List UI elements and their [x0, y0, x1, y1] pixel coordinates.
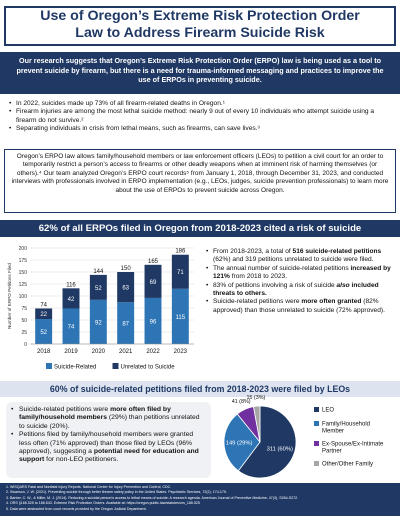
title-line-2: Law to Address Firearm Suicide Risk: [75, 25, 325, 41]
bar-total-label: 74: [40, 302, 48, 309]
bar-value-label: 87: [122, 321, 130, 328]
leo-bullets-box: [6, 402, 211, 478]
facts-list: [8, 100, 394, 133]
bar-value-label: 52: [40, 329, 48, 336]
legend-label: Member: [322, 428, 345, 435]
pie-chart-container: [210, 395, 398, 481]
bar-total-label: 116: [66, 282, 76, 289]
y-tick-label: 200: [18, 246, 27, 252]
section-band-2: 60% of suicide-related petitions filed from 2018-2023 were filed by LEOs: [0, 381, 400, 397]
y-tick-label: 25: [21, 330, 27, 336]
poster-title: [4, 6, 396, 46]
legend-label: Ex-Spouse/Ex-Intimate: [322, 441, 384, 448]
reference-item: 2. Swanson, J. W. (2021). Preventing suicide through better firearm safety policy in the United States. Psychiatric Services, 72(2), 174-179.: [6, 490, 227, 495]
title-line-1: Use of Oregon’s Extreme Risk Protection Order: [40, 8, 360, 24]
legend-swatch: [314, 461, 319, 466]
bar-value-label: 52: [94, 285, 102, 292]
legend-swatch: [46, 363, 52, 369]
pie-slice-label: 149 (29%): [225, 440, 253, 447]
bar-value-label: 69: [149, 279, 157, 286]
legend-label: Suicide-Related: [54, 364, 97, 371]
intro-banner: Our research suggests that Oregon’s Extreme Risk Protection Order (ERPO) law is being used as a tool to prevent suicide by firearm, but there is a need for trauma-informed messaging and practices to improve the use of ERPOs in preventing suicide.: [0, 52, 400, 94]
legend-swatch: [314, 421, 319, 426]
reference-item: 1. WISQARS Fatal and Nonfatal Injury Reports. National Center for Injury Prevention and Control, CDC.: [6, 485, 172, 489]
reference-item: 4. ORS §166.525 to 166.543. Extreme Risk Protection Orders. Available at: https://oregon.public.law/statutes/ors_166.525: [6, 501, 200, 506]
leo-bullet: • Suicide-related petitions were more often filed by family/household members (29%) than petitions unrelated to suicide (20%).: [10, 406, 207, 431]
bar-value-label: 71: [176, 270, 184, 277]
legend-label: Family/Household: [322, 421, 371, 428]
y-axis-label: Number of ERPO Petitions Filed: [7, 263, 12, 329]
pie-chart: [210, 395, 398, 481]
bar-value-label: 92: [94, 320, 102, 327]
chart-bullet: • The annual number of suicide-related petitions increased by 121% from 2018 to 2023.: [205, 265, 395, 282]
fact-item: • Separating individuals in crisis from lethal means, such as firearms, can save lives.³: [8, 125, 394, 133]
bar-total-label: 150: [120, 266, 131, 272]
bar-chart: [4, 242, 200, 378]
legend-label: Partner: [322, 448, 342, 455]
legend-label: Unrelated to Suicide: [120, 364, 175, 371]
reference-item: 3. Barber, C. W., & Miller, M. J. (2014). Reducing a suicidal person’s access to lethal means of suicide: A research agenda. American Journal of Preventive Medicine, 47(3), S264-S272.: [6, 495, 299, 500]
pie-slice-label: 41 (8%): [231, 399, 251, 406]
x-tick-label: 2018: [36, 349, 51, 355]
x-tick-label: 2021: [118, 349, 133, 355]
bar-value-label: 96: [149, 319, 157, 326]
leo-bullet: • Petitions filed by family/household members were granted less often (71% approved) than those filed by LEOs (96% approved), suggesting a potential need for education and support for non-LEO petitioners.: [10, 431, 207, 465]
legend-label: Other/Other Family: [322, 461, 374, 468]
section-band-1: 62% of all ERPOs filed in Oregon from 2018-2023 cited a risk of suicide: [0, 220, 400, 237]
bar-value-label: 115: [175, 314, 186, 321]
bar-total-label: 165: [147, 258, 159, 265]
bar-value-label: 74: [67, 324, 75, 331]
legend-swatch: [113, 363, 119, 369]
pie-slice-label: 15 (3%): [246, 395, 266, 402]
erpo-paragraph: Oregon’s ERPO law allows family/household members or law enforcement officers (LEOs) to petition a civil court for an order to temporarily restrict a person’s access to firearms or other deadly weapons when at imminent risk of harming themselves (or others).⁴ Our team analyzed Oregon’s ERPO court records⁵ from January 1, 2018, through December 31, 2023, and conducted interviews with professionals involved in ERPO implementation (e.g., LEOs, judges, suicide prevention professionals) to learn more about the use of ERPOs to prevent suicide across Oregon.: [4, 149, 396, 213]
bar-total-label: 186: [175, 248, 186, 255]
x-tick-label: 2022: [146, 349, 160, 355]
y-tick-label: 175: [18, 258, 27, 264]
bar-value-label: 63: [122, 285, 130, 292]
legend-swatch: [314, 441, 319, 446]
y-tick-label: 100: [18, 294, 27, 300]
chart-bullets: [205, 248, 395, 315]
x-tick-label: 2019: [64, 349, 78, 355]
reference-item: 5. Data were abstracted from court records provided by the Oregon Judicial Department.: [6, 506, 147, 511]
y-tick-label: 75: [21, 306, 27, 312]
legend-swatch: [314, 407, 319, 412]
y-tick-label: 50: [21, 318, 27, 324]
pie-slice-label: 311 (60%): [266, 446, 293, 453]
bar-value-label: 42: [67, 296, 75, 303]
y-tick-label: 125: [18, 282, 27, 288]
x-tick-label: 2023: [173, 349, 188, 355]
chart-bullet: • Suicide-related petitions were more often granted (82% approved) than those unrelated to suicide (72% approved).: [205, 298, 395, 315]
x-tick-label: 2020: [91, 349, 106, 355]
chart-bullet: • 83% of petitions involving a risk of suicide also included threats to others.: [205, 282, 395, 299]
references: [0, 483, 400, 516]
bar-chart-container: [4, 242, 200, 378]
y-tick-label: 150: [18, 270, 27, 276]
bar-total-label: 144: [93, 268, 104, 275]
fact-item: • Firearm injuries are among the most lethal suicide method: nearly 9 out of every 10 individuals who attempt suicide using a firearm do not survive.²: [8, 108, 394, 125]
bar-value-label: 22: [40, 312, 48, 319]
legend-label: LEO: [322, 407, 335, 414]
fact-item: • In 2022, suicides made up 73% of all firearm-related deaths in Oregon.¹: [8, 100, 394, 108]
y-tick-label: 0: [24, 342, 27, 348]
chart-bullet: • From 2018-2023, a total of 516 suicide-related petitions (62%) and 319 petitions unrelated to suicide were filed.: [205, 248, 395, 265]
